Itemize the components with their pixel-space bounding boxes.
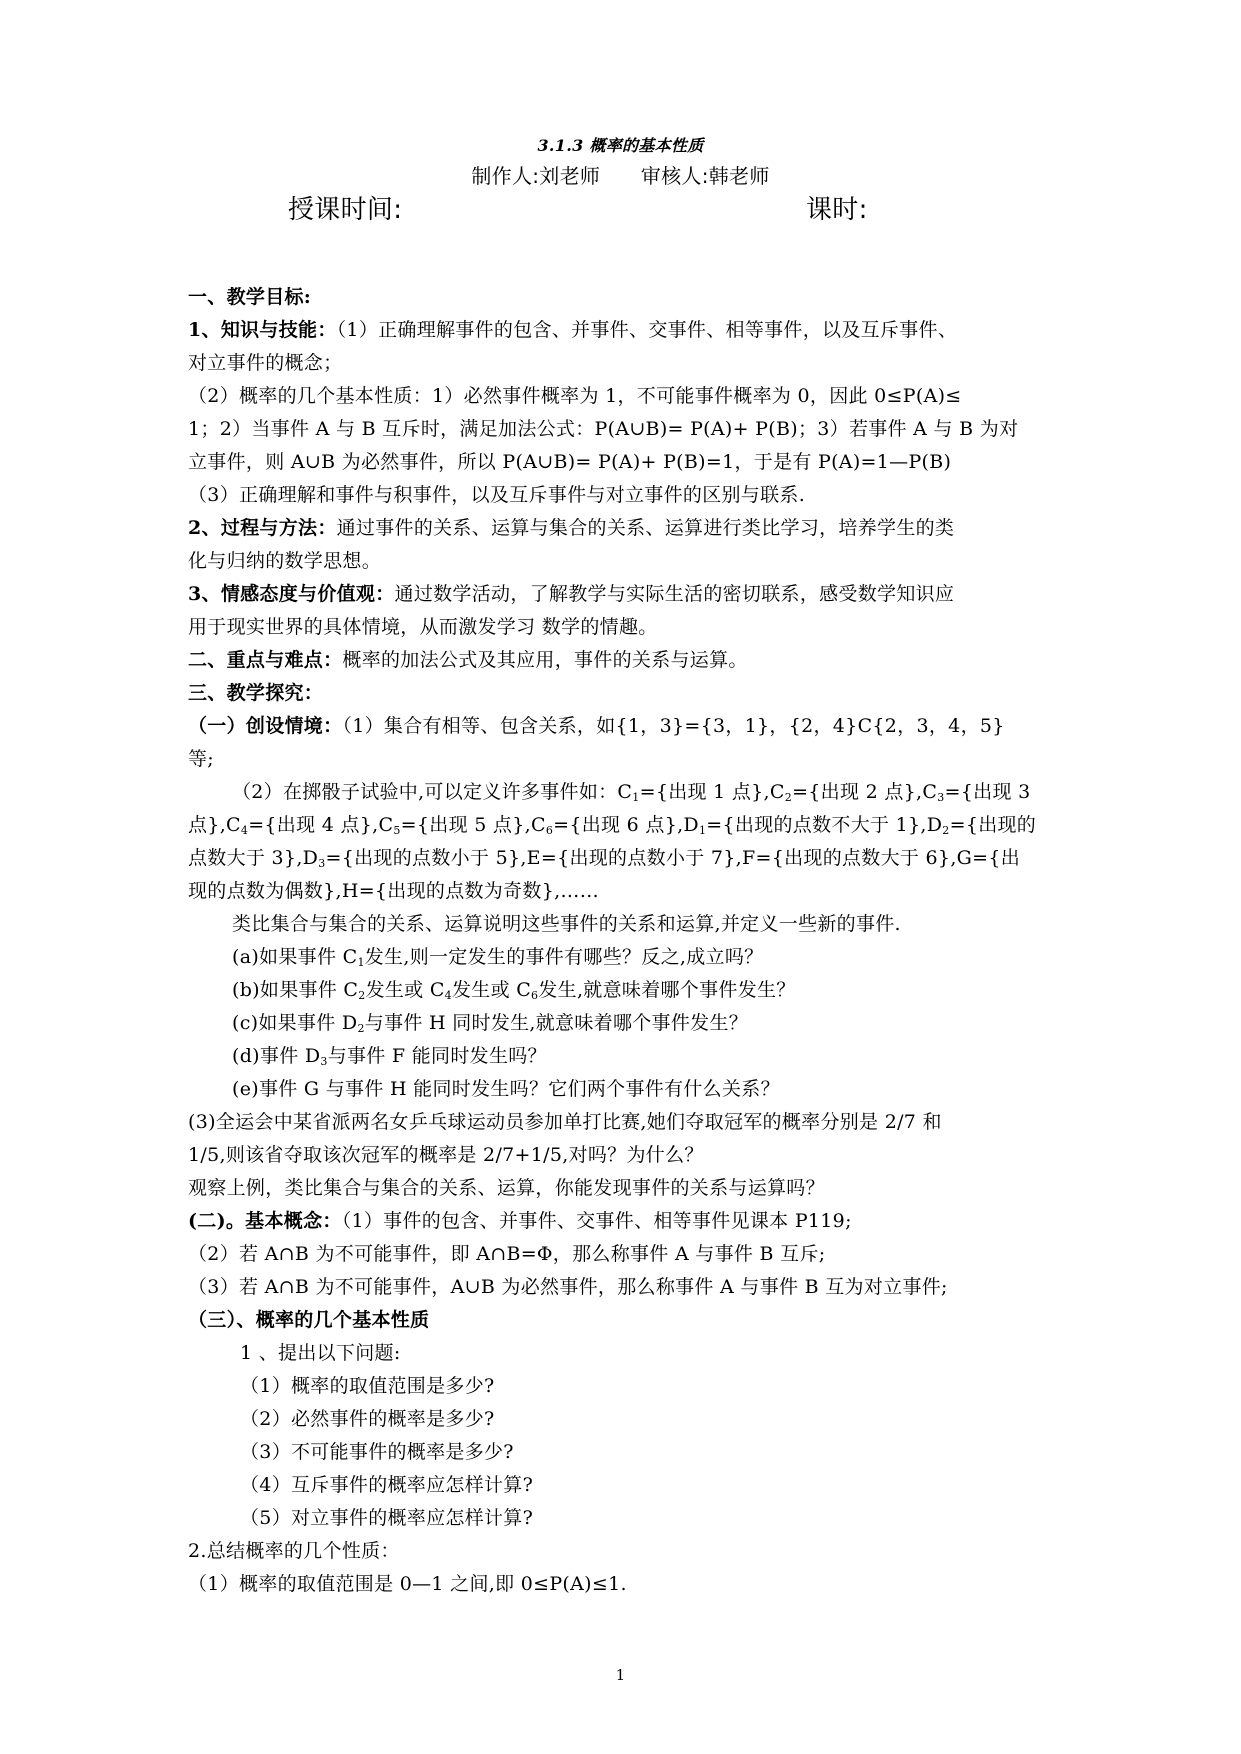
subscript: 2	[358, 989, 366, 1002]
authors-line: 制作人:刘老师 审核人:韩老师	[471, 164, 770, 188]
text: 通过事件的关系、运算与集合的关系、运算进行类比学习，培养学生的类	[336, 517, 955, 539]
text: (d)事件 D	[232, 1045, 321, 1067]
paragraph-line: 类比集合与集合的关系、运算说明这些事件的关系和运算,并定义一些新的事件.	[232, 913, 901, 935]
heading-teaching-inquiry: 三、教学探究：	[188, 682, 324, 704]
subscript: 3	[318, 857, 326, 870]
question-d	[232, 1043, 547, 1069]
subscript: 2	[357, 1022, 365, 1035]
paragraph-line: 等;	[188, 748, 215, 770]
paragraph-line: （1）概率的取值范围是 0—1 之间,即 0≤P(A)≤1.	[188, 1573, 627, 1595]
subscript: 1	[698, 824, 707, 837]
paragraph-line	[188, 515, 954, 541]
list-item: （2）必然事件的概率是多少?	[240, 1408, 495, 1430]
section-label: 2、过程与方法：	[188, 517, 337, 539]
paragraph-line: 观察上例，类比集合与集合的关系、运算，你能发现事件的关系与运算吗？	[188, 1177, 825, 1199]
paragraph-line: 1/5,则该省夺取该次冠军的概率是 2/7+1/5,对吗？为什么？	[188, 1144, 704, 1166]
subscript: 4	[240, 824, 249, 837]
paragraph-line: 用于现实世界的具体情境，从而激发学习 数学的情趣。	[188, 616, 658, 638]
list-item: （5）对立事件的概率应怎样计算?	[240, 1507, 534, 1529]
text: ={出现 6 点},D	[553, 814, 699, 836]
paragraph-line	[188, 812, 1036, 838]
text: ={出现 5 点},C	[400, 814, 546, 836]
text: （1）集合有相等、包含关系，如{1，3}={3，1}，{2，4}C{2，3，4，5}	[342, 715, 1005, 737]
list-item: （1）概率的取值范围是多少?	[240, 1375, 495, 1397]
doc-title: 3.1.3 概率的基本性质	[537, 136, 704, 155]
paragraph-line	[188, 317, 957, 343]
text: （2）在掷骰子试验中,可以定义许多事件如：C	[232, 781, 633, 803]
text: 点},C	[188, 814, 241, 836]
text: 发生或 C	[365, 979, 445, 1001]
paragraph-line	[232, 779, 1030, 805]
subscript: 1	[632, 791, 640, 804]
text: ={出现的点数小于 5},E={出现的点数小于 7},F={出现的点数大于 6},G={出	[325, 847, 1021, 869]
heading-teaching-objectives: 一、教学目标:	[188, 286, 312, 308]
paragraph-line	[188, 581, 954, 607]
paragraph-line	[188, 1208, 852, 1234]
paragraph-line: 1；2）当事件 A 与 B 互斥时，满足加法公式：P(A∪B)= P(A)+ P(B)；3）若事件 A 与 B 为对	[188, 418, 1019, 440]
section-label: （一）创设情境：	[188, 715, 343, 737]
text: ={出现的点数不大于 1},D	[706, 814, 943, 836]
text: （1）正确理解事件的包含、并事件、交事件、相等事件，以及互斥事件、	[336, 319, 958, 341]
text: (b)如果事件 C	[232, 979, 359, 1001]
paragraph-line: (3)全运会中某省派两名女乒乓球运动员参加单打比赛,她们夺取冠军的概率分别是 2/7 和	[188, 1111, 942, 1133]
text: (c)如果事件 D	[232, 1012, 358, 1034]
paragraph-line: 1 、提出以下问题:	[240, 1342, 401, 1364]
text: （1）事件的包含、并事件、交事件、相等事件见课本 P119;	[341, 1210, 852, 1232]
subscript: 6	[531, 989, 539, 1002]
class-time-label: 授课时间:	[288, 195, 403, 225]
section-label: (二)。基本概念：	[188, 1210, 342, 1232]
text: ={出现 2 点},C	[792, 781, 938, 803]
section-label: 二、重点与难点：	[188, 649, 343, 671]
paragraph-line	[188, 647, 748, 673]
question-a	[232, 944, 763, 970]
text: 与事件 F 能同时发生吗？	[327, 1045, 547, 1067]
text: 发生或 C	[451, 979, 532, 1001]
period-label: 课时:	[806, 195, 868, 225]
list-item: （3）不可能事件的概率是多少?	[240, 1441, 514, 1463]
paragraph-line: （3）若 A∩B 为不可能事件，A∪B 为必然事件，那么称事件 A 与事件 B 互为对立事件;	[188, 1276, 948, 1298]
text: ={出现 4 点},C	[248, 814, 394, 836]
paragraph-line: （2）若 A∩B 为不可能事件，即 A∩B=Φ，那么称事件 A 与事件 B 互斥;	[188, 1243, 826, 1265]
text: 发生,则一定发生的事件有哪些？反之,成立吗？	[364, 946, 764, 968]
text: 通过数学活动，了解教学与实际生活的密切联系，感受数学知识应	[394, 583, 955, 605]
paragraph-line	[188, 713, 1005, 739]
text: ={出现的	[949, 814, 1037, 836]
subscript: 3	[320, 1055, 328, 1068]
question-c	[232, 1010, 748, 1036]
text: ={出现 3	[944, 781, 1031, 803]
paragraph-line	[188, 845, 1020, 871]
page-number: 1	[615, 1666, 626, 1684]
subscript: 4	[444, 989, 452, 1002]
question-e: (e)事件 G 与事件 H 能同时发生吗？它们两个事件有什么关系？	[232, 1078, 780, 1100]
paragraph-line: （2）概率的几个基本性质：1）必然事件概率为 1，不可能事件概率为 0，因此 0≤P(A)≤	[188, 385, 962, 407]
heading-probability-properties: （三）、概率的几个基本性质	[188, 1309, 430, 1331]
text: ={出现 1 点},C	[639, 781, 785, 803]
paragraph-line: （3）正确理解和事件与积事件，以及互斥事件与对立事件的区别与联系.	[188, 484, 806, 506]
text: 发生,就意味着哪个事件发生？	[538, 979, 796, 1001]
subscript: 2	[942, 824, 950, 837]
section-label: 1、知识与技能：	[188, 319, 337, 341]
paragraph-line: 对立事件的概念；	[188, 352, 343, 374]
list-item: （4）互斥事件的概率应怎样计算?	[240, 1474, 534, 1496]
subscript: 2	[784, 791, 793, 804]
subscript: 1	[357, 956, 365, 969]
text: 概率的加法公式及其应用，事件的关系与运算。	[342, 649, 748, 671]
paragraph-line: 2.总结概率的几个性质：	[188, 1540, 400, 1562]
subscript: 5	[393, 824, 401, 837]
text: 与事件 H 同时发生,就意味着哪个事件发生？	[364, 1012, 749, 1034]
section-label: 3、情感态度与价值观：	[188, 583, 395, 605]
paragraph-line: 现的点数为偶数},H={出现的点数为奇数},……	[188, 880, 600, 902]
subscript: 3	[937, 791, 945, 804]
text: 点数大于 3},D	[188, 847, 319, 869]
text: (a)如果事件 C	[232, 946, 358, 968]
paragraph-line: 立事件，则 A∪B 为必然事件，所以 P(A∪B)= P(A)+ P(B)=1，于是有 P(A)=1—P(B)	[188, 451, 952, 473]
question-b	[232, 977, 796, 1003]
subscript: 6	[545, 824, 554, 837]
paragraph-line: 化与归纳的数学思想。	[188, 550, 382, 572]
